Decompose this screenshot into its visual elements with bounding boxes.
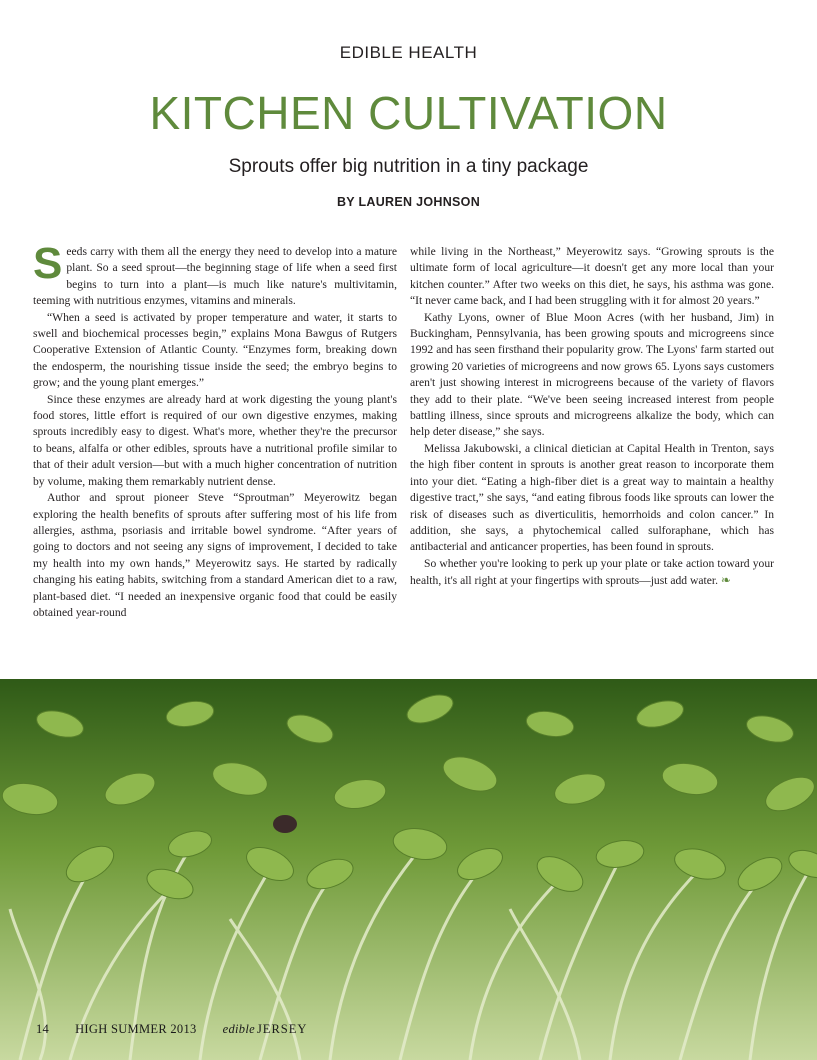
paragraph: Melissa Jakubowski, a clinical dietician at Capital Health in Trenton, says the high fiber content in sprouts is another great reason to incorporate them into your diet. “Eating a high-fiber diet is a great way to maintain a healthy digestive tract,” she says, “and eating fibrous foods like sprouts can lower the risk of diseases such as diverticulitis, hemorrhoids and colon cancer.” In addition, she says, a phytochemical called sulforaphane, which has antibacterial and anticancer properties, has been found in sprouts. bbox=[410, 441, 774, 554]
paragraph: while living in the Northeast,” Meyerowitz says. “Growing sprouts is the ultimate form of local agriculture—it doesn't get any more local than your kitchen counter.” After two weeks on this diet, he says, his asthma was gone. “It never came back, and I had been struggling with it for almost 20 years.” bbox=[410, 245, 774, 308]
paragraph: Author and sprout pioneer Steve “Sproutman” Meyerowitz began exploring the health benefits of sprouts after suffering most of his life from allergies, asthma, psoriasis and irritable bowel syndrome. “After years of going to doctors and not seeing any signs of improvement, I decided to take my health into my own hands,” Meyerowitz says. He started by radically changing his eating habits, switching from a standard American diet to a raw, plant-based diet. “I needed an inexpensive organic food that could be easily obtained year-round bbox=[33, 491, 397, 619]
paragraph: “When a seed is activated by proper temperature and water, it starts to swell and biochemical processes begin,” explains Mona Bawgus of Rutgers Cooperative Extension of Atlantic County. “Enzymes form, breaking down the endosperm, the nourishing tissue inside the seed; the embryo begins to grow; and the young plant emerges.” bbox=[33, 310, 397, 390]
page-number: 14 bbox=[36, 1022, 50, 1036]
end-mark-icon: ❧ bbox=[720, 573, 731, 588]
drop-cap: S bbox=[33, 239, 63, 288]
issue-label: HIGH SUMMER 2013 bbox=[75, 1022, 197, 1036]
sprouts-photo bbox=[0, 679, 817, 1060]
article-column-left bbox=[33, 239, 397, 621]
article-column-right bbox=[410, 244, 774, 590]
paragraph: Since these enzymes are already hard at work digesting the young plant's food stores, little effort is required of our own digestive enzymes, making sprouts incredibly easy to digest. What's more, whether they're the precursor to beans, alfalfa or other edibles, sprouts have a nutritional profile similar to that of their adult version—but with a much higher concentration of nutrition by volume, making them remarkably nutrient dense. bbox=[33, 392, 397, 488]
byline: BY LAUREN JOHNSON bbox=[336, 195, 481, 209]
brand-logo: edible JERSEY bbox=[222, 1022, 308, 1036]
paragraph: Kathy Lyons, owner of Blue Moon Acres (with her husband, Jim) in Buckingham, Pennsylvania, has been growing spouts and microgreens since 1992 and has seen firsthand their popularity grow. The Lyons' farm started out growing 20 varieties of microgreens and now grows 65. Lyons says customers aren't just showing interest in microgreens because of the variety of flavors they add to their plate. “We've been seeing increased interest from people battling illness, since sprouts and microgreens alkalize the body, which can help deter disease,” she says. bbox=[410, 310, 774, 439]
headline: KITCHEN CULTIVATION bbox=[149, 87, 668, 139]
paragraph: So whether you're looking to perk up your plate or take action toward your health, it's all right at your fingertips with sprouts—just add water. ❧ bbox=[410, 556, 774, 588]
dek: Sprouts offer big nutrition in a tiny package bbox=[228, 156, 589, 177]
page-footer bbox=[36, 1022, 359, 1037]
paragraph: Seeds carry with them all the energy they need to develop into a mature plant. So a seed sprout—the beginning stage of life when a seed first begins to turn into a plant—is much like nature's multivitamin, teeming with nutritious enzymes, vitamins and minerals. bbox=[33, 239, 397, 308]
section-kicker: EDIBLE HEALTH bbox=[339, 43, 478, 62]
